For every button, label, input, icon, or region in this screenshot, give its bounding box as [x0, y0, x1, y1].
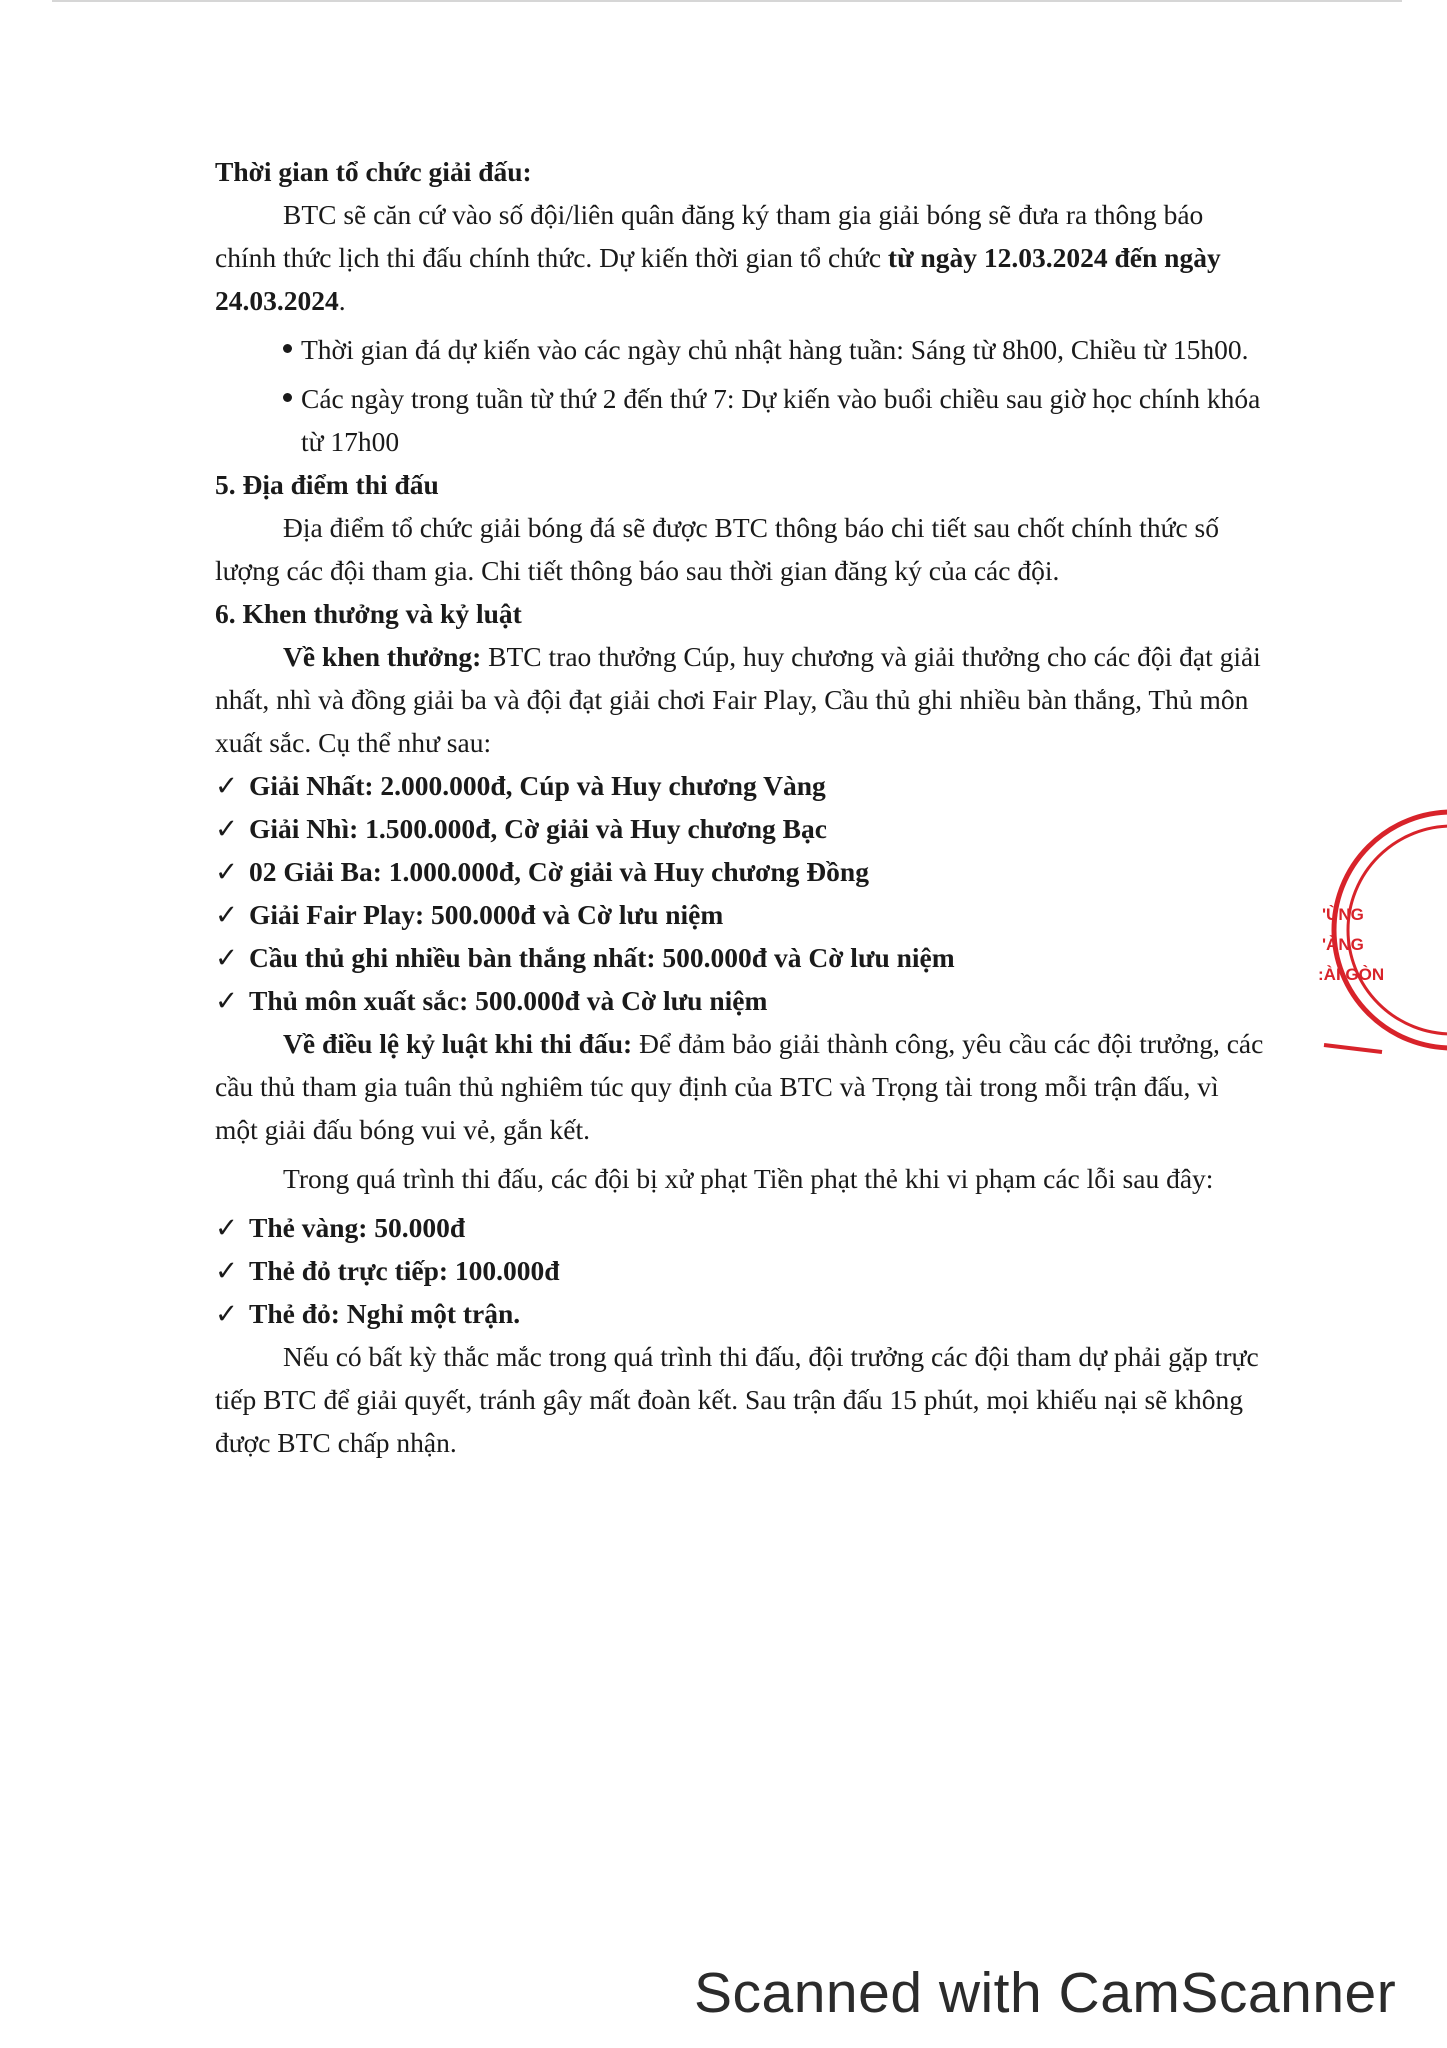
- section-heading-rewards: 6. Khen thưởng và kỷ luật: [215, 598, 522, 629]
- check-icon: ✓: [215, 856, 239, 887]
- check-icon: ✓: [215, 1255, 239, 1286]
- svg-text:'ÙNG: 'ÙNG: [1322, 905, 1364, 924]
- check-icon: ✓: [215, 813, 239, 844]
- prize-item: ✓ Giải Fair Play: 500.000đ và Cờ lưu niệm: [215, 893, 1265, 936]
- scan-edge-line: [52, 0, 1402, 2]
- check-icon: ✓: [215, 1212, 239, 1243]
- penalty-item: ✓ Thẻ đỏ trực tiếp: 100.000đ: [215, 1249, 1265, 1292]
- bullet-dot: [283, 344, 292, 353]
- time-paragraph: BTC sẽ căn cứ vào số đội/liên quân đăng ký tham gia giải bóng sẽ đưa ra thông báo chính thức lịch thi đấu chính thức. Dự kiến thời gian tổ chức từ ngày 12.03.2024 đến ngày 24.03.2024.: [215, 199, 1221, 316]
- check-icon: ✓: [215, 985, 239, 1016]
- prize-item: ✓ 02 Giải Ba: 1.000.000đ, Cờ giải và Huy chương Đồng: [215, 850, 1265, 893]
- prize-item: ✓ Giải Nhất: 2.000.000đ, Cúp và Huy chương Vàng: [215, 764, 1265, 807]
- reward-paragraph: Về khen thưởng: BTC trao thưởng Cúp, huy chương và giải thưởng cho các đội đạt giải nhất, nhì và đồng giải ba và đội đạt giải chơi Fair Play, Cầu thủ ghi nhiều bàn thắng, Thủ môn xuất sắc. Cụ thể như sau:: [215, 641, 1261, 758]
- check-icon: ✓: [215, 942, 239, 973]
- camscanner-watermark: Scanned with CamScanner: [694, 1961, 1397, 2025]
- closing-paragraph: Nếu có bất kỳ thắc mắc trong quá trình thi đấu, đội trưởng các đội tham dự phải gặp trực tiếp BTC để giải quyết, tránh gây mất đoàn kết. Sau trận đấu 15 phút, mọi khiếu nại sẽ không được BTC chấp nhận.: [215, 1341, 1259, 1458]
- venue-paragraph: Địa điểm tổ chức giải bóng đá sẽ được BTC thông báo chi tiết sau chốt chính thức số lượng các đội tham gia. Chi tiết thông báo sau thời gian đăng ký của các đội.: [215, 512, 1220, 586]
- section-heading-venue: 5. Địa điểm thi đấu: [215, 469, 439, 500]
- bullet-dot: [283, 393, 292, 402]
- red-seal-stamp: [1312, 800, 1447, 1060]
- penalty-intro: Trong quá trình thi đấu, các đội bị xử phạt Tiền phạt thẻ khi vi phạm các lỗi sau đây:: [283, 1163, 1214, 1194]
- document-body: [215, 150, 1265, 1464]
- prize-item: ✓ Giải Nhì: 1.500.000đ, Cờ giải và Huy chương Bạc: [215, 807, 1265, 850]
- discipline-paragraph: Về điều lệ kỷ luật khi thi đấu: Để đảm bảo giải thành công, yêu cầu các đội trưởng, các cầu thủ tham gia tuân thủ nghiêm túc quy định của BTC và Trọng tài trong mỗi trận đấu, vì một giải đấu bóng vui vẻ, gắn kết.: [215, 1028, 1264, 1145]
- svg-text:'ÀNG: 'ÀNG: [1322, 935, 1364, 954]
- check-icon: ✓: [215, 1298, 239, 1329]
- check-icon: ✓: [215, 899, 239, 930]
- prize-item: ✓ Cầu thủ ghi nhiều bàn thắng nhất: 500.000đ và Cờ lưu niệm: [215, 936, 1265, 979]
- section-heading-time: Thời gian tổ chức giải đấu:: [215, 156, 532, 187]
- check-icon: ✓: [215, 770, 239, 801]
- svg-text::ÀI GÒN: :ÀI GÒN: [1318, 965, 1385, 984]
- prize-item: ✓ Thủ môn xuất sắc: 500.000đ và Cờ lưu niệm: [215, 979, 1265, 1022]
- bullet-weekday-schedule: Các ngày trong tuần từ thứ 2 đến thứ 7: Dự kiến vào buổi chiều sau giờ học chính khóa từ 17h00: [215, 377, 1265, 463]
- bullet-sunday-schedule: Thời gian đá dự kiến vào các ngày chủ nhật hàng tuần: Sáng từ 8h00, Chiều từ 15h00.: [215, 328, 1265, 371]
- penalty-item: ✓ Thẻ vàng: 50.000đ: [215, 1206, 1265, 1249]
- penalty-item: ✓ Thẻ đỏ: Nghỉ một trận.: [215, 1292, 1265, 1335]
